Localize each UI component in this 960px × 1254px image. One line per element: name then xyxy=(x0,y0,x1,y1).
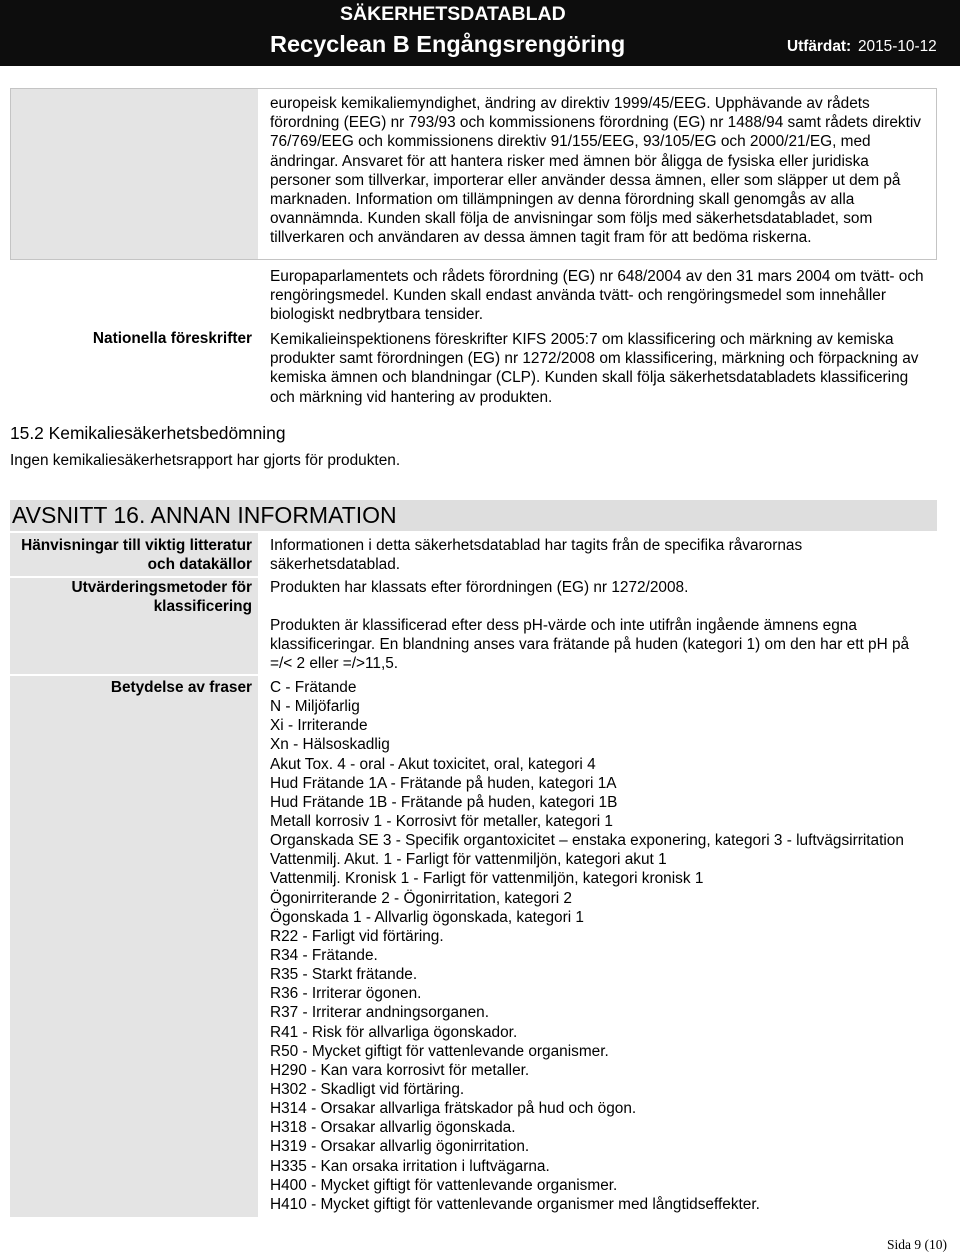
text-line: Europaparlamentets och rådets förordning (EG) nr 648/2004 av den 31 mars 2004 om tvätt- och xyxy=(270,268,924,285)
phrase-item: H318 - Orsakar allvarlig ögonskada. xyxy=(270,1119,516,1137)
phrase-item: H335 - Kan orsaka irritation i luftvägarna. xyxy=(270,1157,550,1175)
phrase-item: R50 - Mycket giftigt för vattenlevande organismer. xyxy=(270,1042,609,1060)
evaluation-value xyxy=(270,616,909,674)
phrase-item: H290 - Kan vara korrosivt för metaller. xyxy=(270,1061,530,1079)
text-line: klassificering xyxy=(153,598,252,616)
phrase-item: Xn - Hälsoskadlig xyxy=(270,736,390,754)
text-line: ovannämnda. Kunden skall följa de anvisningar som följs med säkerhetsdatabladet, som xyxy=(270,210,873,228)
phrase-item: N - Miljöfarlig xyxy=(270,698,360,716)
eu-regulations-label-cell xyxy=(11,89,258,259)
phrases-list xyxy=(270,678,904,1214)
phrase-item: H314 - Orsakar allvarliga frätskador på hud och ögon. xyxy=(270,1100,637,1118)
phrases-label xyxy=(10,678,252,697)
text-line: klassificeringar. En blandning anses vara frätande på huden (kategori 1) om den har ett pH på xyxy=(270,636,910,654)
text-line: förordning (EEG) nr 793/93 och kommissionens förordning (EG) nr 1488/94 samt rådets direktiv xyxy=(270,114,921,132)
document-type-title: SÄKERHETSDATABLAD xyxy=(340,3,566,25)
issued-date: 2015-10-12 xyxy=(858,38,937,55)
phrase-item: Ögonirriterande 2 - Ögonirritation, kategori 2 xyxy=(270,889,572,907)
text-line: kemiska ämnen och blandningar (CLP). Kunden skall följa säkerhetsdatabladets klassificering xyxy=(270,369,909,387)
national-regulations-paragraph xyxy=(270,267,924,325)
phrase-item: R37 - Irriterar andningsorganen. xyxy=(270,1004,490,1022)
references-label xyxy=(10,536,252,574)
text-line: och märkning vid hantering av produkten. xyxy=(270,388,553,406)
phrase-item: Xi - Irriterande xyxy=(270,717,368,735)
national-regulations-label: Nationella föreskrifter xyxy=(92,330,252,347)
text-line: Produkten är klassificerad efter dess pH-värde och inte utifrån ingående ämnens egna xyxy=(270,617,857,634)
text-line: 76/769/EEG och kommissionens direktiv 91/155/EEG, 93/105/EG och 2000/21/EG, med xyxy=(270,133,871,151)
phrase-item: R41 - Risk för allvarliga ögonskador. xyxy=(270,1023,518,1041)
phrase-item: H319 - Orsakar allvarlig ögonirritation. xyxy=(270,1138,530,1156)
phrase-item: Hud Frätande 1A - Frätande på huden, kategori 1A xyxy=(270,774,617,792)
phrase-item: R34 - Frätande. xyxy=(270,946,378,964)
phrase-item: Akut Tox. 4 - oral - Akut toxicitet, oral, kategori 4 xyxy=(270,755,596,773)
phrase-item: R22 - Farligt vid förtäring. xyxy=(270,927,444,945)
phrase-item: Ögonskada 1 - Allvarlig ögonskada, kategori 1 xyxy=(270,908,584,926)
section-16-title: AVSNITT 16. ANNAN INFORMATION xyxy=(12,502,397,528)
text-line: Utvärderingsmetoder för xyxy=(71,579,252,596)
text-line: produkter samt förordningen (EG) nr 1272/2008 om klassificering, märkning och förpackning av xyxy=(270,350,919,368)
text-line: Hänvisningar till viktig litteratur xyxy=(21,537,252,554)
document-header xyxy=(0,0,960,66)
national-regulations-paragraph xyxy=(270,330,918,407)
text-line: europeisk kemikaliemyndighet, ändring av direktiv 1999/45/EEG. Upphävande av rådets xyxy=(270,95,870,112)
text-line: Produkten har klassats efter förordningen (EG) nr 1272/2008. xyxy=(270,579,689,596)
eu-regulations-text xyxy=(270,94,921,248)
evaluation-value xyxy=(270,578,688,597)
page-number: Sida 9 (10) xyxy=(887,1237,947,1252)
section-16-header-bar xyxy=(10,500,937,531)
text-line: =/< 2 eller =/>11,5. xyxy=(270,655,399,673)
phrase-item: R36 - Irriterar ögonen. xyxy=(270,985,422,1003)
product-name: Recyclean B Engångsrengöring xyxy=(270,31,626,57)
phrase-item: H302 - Skadligt vid förtäring. xyxy=(270,1080,465,1098)
issued-label: Utfärdat: xyxy=(787,38,852,55)
subsection-15-2-title: 15.2 Kemikaliesäkerhetsbedömning xyxy=(10,423,286,443)
phrase-item: R35 - Starkt frätande. xyxy=(270,966,418,984)
text-line: personer som tillverkar, importerar eller använder dessa ämnen, eller som släpper ut dem på xyxy=(270,171,901,189)
phrase-item: Hud Frätande 1B - Frätande på huden, kategori 1B xyxy=(270,793,618,811)
phrase-item: H410 - Mycket giftigt för vattenlevande organismer med långtidseffekter. xyxy=(270,1195,760,1213)
text-line: marknaden. Information om tillämpningen av denna förordning skall genomgås av alla xyxy=(270,190,855,208)
text-line: biologiskt nedbrytbara tensider. xyxy=(270,306,484,324)
evaluation-label xyxy=(10,578,252,616)
phrase-item: Organskada SE 3 - Specifik organtoxicitet – enstaka exponering, kategori 3 - luftvägsirritation xyxy=(270,832,904,850)
text-line: Informationen i detta säkerhetsdatablad har tagits från de specifika råvarornas xyxy=(270,537,803,554)
text-line: säkerhetsdatablad. xyxy=(270,556,401,574)
phrase-item: H400 - Mycket giftigt för vattenlevande organismer. xyxy=(270,1176,618,1194)
text-line: och datakällor xyxy=(147,556,252,574)
phrase-item: Vattenmilj. Akut. 1 - Farligt för vattenmiljön, kategori akut 1 xyxy=(270,851,667,869)
references-value xyxy=(270,536,802,574)
phrases-label-cell xyxy=(10,676,258,1217)
text-line: Betydelse av fraser xyxy=(110,679,252,696)
phrase-item: C - Frätande xyxy=(270,679,357,696)
phrase-item: Vattenmilj. Kronisk 1 - Farligt för vattenmiljön, kategori kronisk 1 xyxy=(270,870,704,888)
phrase-item: Metall korrosiv 1 - Korrosivt för metaller, kategori 1 xyxy=(270,812,613,830)
text-line: rengöringsmedel. Kunden skall endast använda tvätt- och rengöringsmedel som innehåller xyxy=(270,287,886,305)
subsection-15-2-text: Ingen kemikaliesäkerhetsrapport har gjorts för produkten. xyxy=(10,452,401,469)
text-line: tillverkaren och användaren av dessa ämnen tagit fram för att bedöma riskerna. xyxy=(270,229,812,247)
text-line: Kemikalieinspektionens föreskrifter KIFS 2005:7 om klassificering och märkning av kemiska xyxy=(270,331,894,348)
text-line: ändringar. Ansvaret för att hantera risker med ämnen bör åligga de fysiska eller juridiska xyxy=(270,152,869,170)
